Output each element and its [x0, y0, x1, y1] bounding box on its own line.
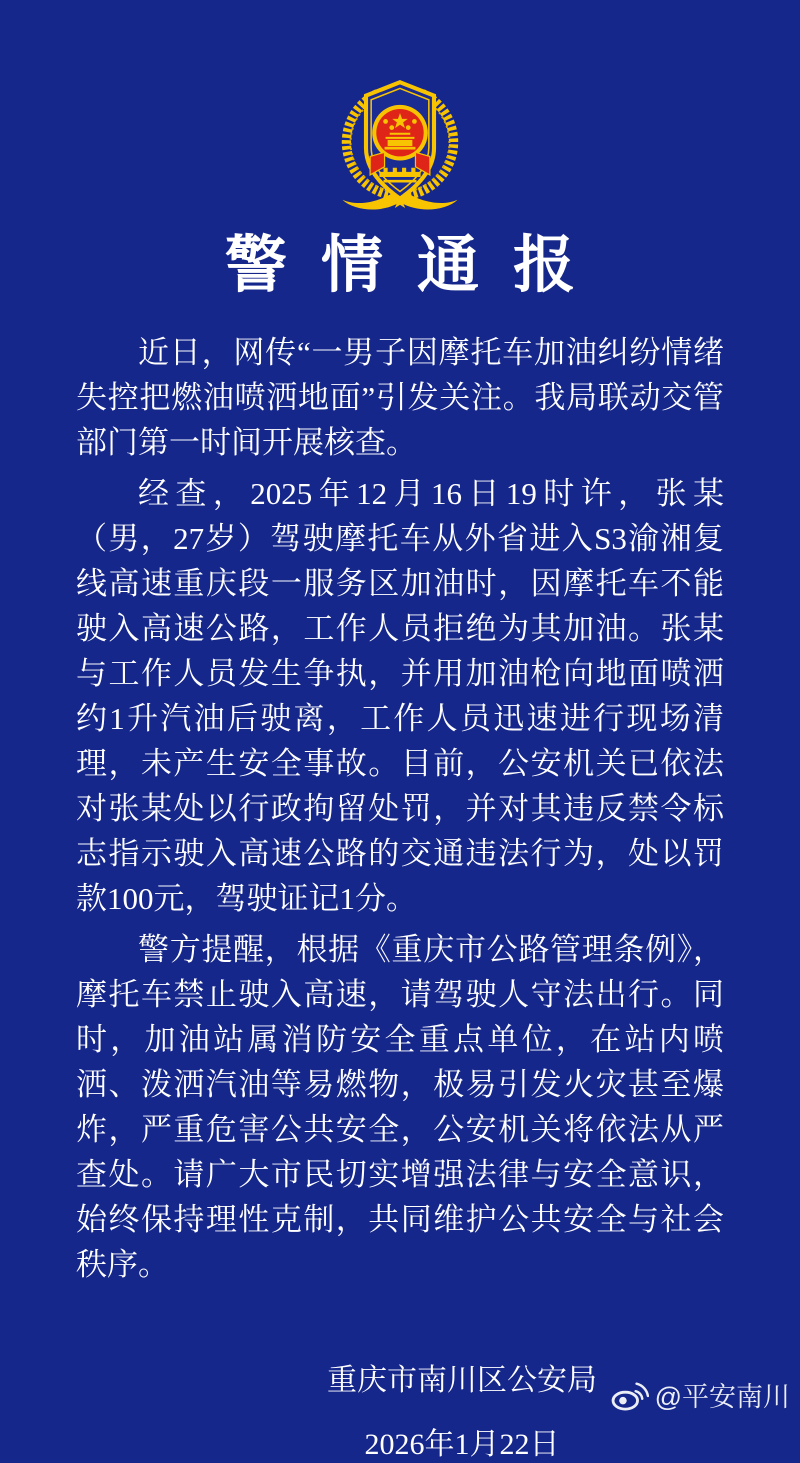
issuing-agency: 重庆市南川区公安局 [327, 1364, 597, 1398]
watermark-handle: @平安南川 [654, 1382, 790, 1412]
paragraph-findings: 经查，2025年12月16日19时许，张某（男，27岁）驾驶摩托车从外省进入S3渝湘复线高速重庆段一服务区加油时，因摩托车不能驶入高速公路，工作人员拒绝为其加油。张某与工作人员发生争执，并用加油枪向地面喷洒约1升汽油后驶离，工作人员迅速进行现场清理，未产生安全事故。目前，公安机关已依法对张某处以行政拘留处罚，并对其违反禁令标志指示驶入高速公路的交通违法行为，处以罚款100元，驾驶证记1分。 [76, 476, 724, 917]
weibo-icon [611, 1379, 649, 1411]
weibo-watermark [611, 1375, 790, 1414]
paragraph-reminder: 警方提醒，根据《重庆市公路管理条例》，摩托车禁止驶入高速，请驾驶人守法出行。同时，加油站属消防安全重点单位，在站内喷洒、泼洒汽油等易燃物，极易引发火灾甚至爆炸，严重危害公共安全，公安机关将依法从严查处。请广大市民切实增强法律与安全意识，始终保持理性克制，共同维护公共安全与社会秩序。 [76, 932, 724, 1283]
signature-block [252, 1363, 672, 1463]
notice-body [76, 330, 724, 1287]
police-emblem-icon [338, 74, 462, 210]
police-emblem [338, 0, 462, 210]
paragraph-intro: 近日，网传“一男子因摩托车加油纠纷情绪失控把燃油喷洒地面”引发关注。我局联动交管部门第一时间开展核查。 [76, 335, 724, 461]
notice-title: 警情通报 [224, 232, 610, 300]
issue-date: 2026年1月22日 [364, 1428, 560, 1462]
